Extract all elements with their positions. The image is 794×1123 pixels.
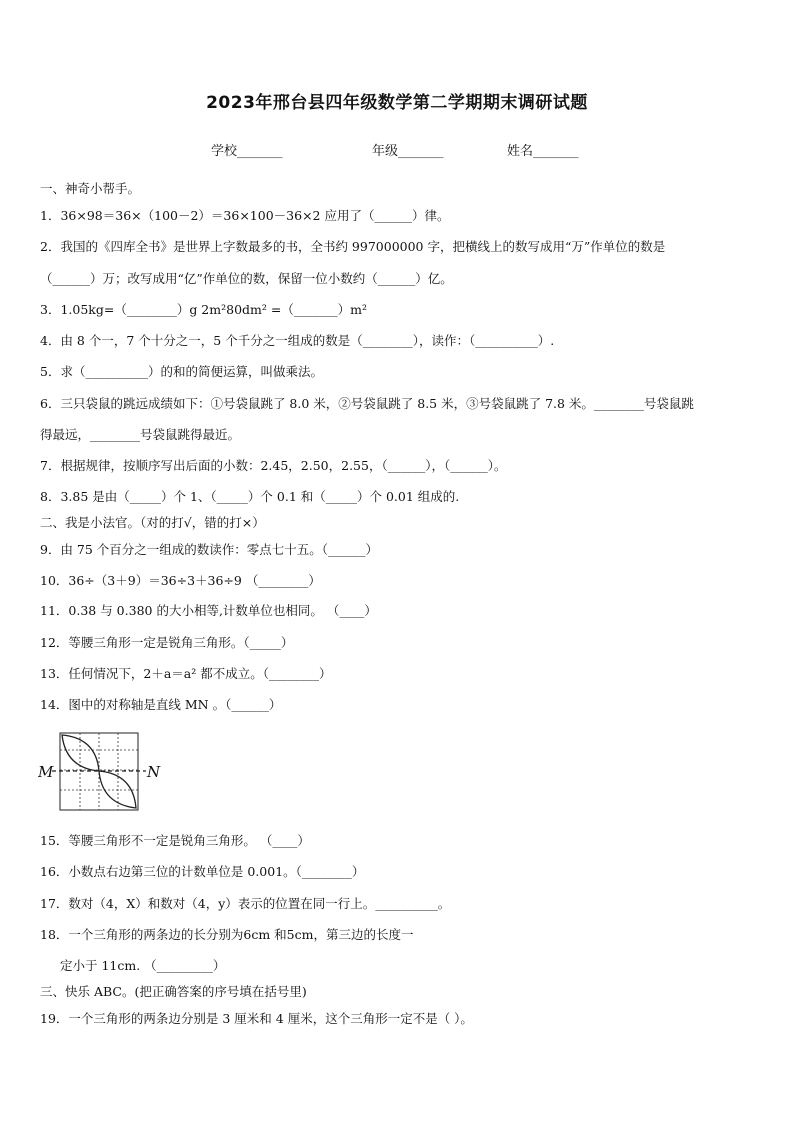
grade-field: 年级_______ bbox=[372, 144, 444, 159]
symmetry-figure bbox=[38, 730, 168, 814]
question-19: 19．一个三角形的两条边分别是 3 厘米和 4 厘米，这个三角形一定不是（ ）。 bbox=[40, 1011, 473, 1026]
question-16: 16．小数点右边第三位的计数单位是 0.001。（________） bbox=[40, 864, 365, 879]
question-5: 5．求（__________）的和的简便运算，叫做乘法。 bbox=[40, 364, 323, 379]
question-2-line-1: 2．我国的《四库全书》是世界上字数最多的书，全书约 997000000 字，把横线上的数写成用“万”作单位的数是 bbox=[40, 239, 666, 254]
question-9: 9．由 75 个百分之一组成的数读作：零点七十五。（______） bbox=[40, 542, 379, 557]
question-6-line-2: 得最远，________号袋鼠跳得最近。 bbox=[40, 427, 241, 442]
school-field: 学校_______ bbox=[211, 144, 283, 159]
label-n: N bbox=[147, 763, 161, 781]
section-1-heading: 一、神奇小帮手。 bbox=[40, 181, 141, 196]
question-8: 8．3.85 是由（_____）个 1、（_____）个 0.1 和（_____）个 0.01 组成的. bbox=[40, 489, 460, 504]
question-12: 12．等腰三角形一定是锐角三角形。（_____） bbox=[40, 635, 294, 650]
section-3-heading: 三、快乐 ABC。(把正确答案的序号填在括号里) bbox=[40, 984, 307, 999]
question-18-line-1: 18．一个三角形的两条边的长分别为6cm 和5cm，第三边的长度一 bbox=[40, 927, 414, 942]
question-11: 11．0.38 与 0.380 的大小相等,计数单位也相同。 （____） bbox=[40, 603, 377, 618]
question-17: 17．数对（4，X）和数对（4，y）表示的位置在同一行上。__________。 bbox=[40, 896, 451, 911]
label-m: M bbox=[38, 763, 54, 781]
question-15: 15．等腰三角形不一定是锐角三角形。 （____） bbox=[40, 833, 310, 848]
question-10: 10．36÷（3＋9）＝36÷3＋36÷9 （________） bbox=[40, 573, 321, 588]
question-13: 13．任何情况下，2＋a＝a² 都不成立。（________） bbox=[40, 666, 332, 681]
question-18-line-2: 定小于 11cm. （_________） bbox=[60, 958, 226, 973]
question-4: 4．由 8 个一，7 个十分之一，5 个千分之一组成的数是（________），读作：（__________）. bbox=[40, 333, 555, 348]
page-title: 2023年邢台县四年级数学第二学期期末调研试题 bbox=[206, 93, 588, 113]
question-2-line-2: （______）万；改写成用“亿”作单位的数，保留一位小数约（______）亿。 bbox=[40, 271, 453, 286]
question-7: 7．根据规律，按顺序写出后面的小数：2.45，2.50，2.55，（______），（______）。 bbox=[40, 458, 507, 473]
name-field: 姓名_______ bbox=[507, 144, 579, 159]
question-1: 1．36×98＝36×（100－2）＝36×100－36×2 应用了（______）律。 bbox=[40, 208, 450, 223]
section-2-heading: 二、我是小法官。（对的打√，错的打×） bbox=[40, 515, 265, 530]
question-3: 3．1.05kg=（________）g 2m²80dm² =（_______）m² bbox=[40, 302, 367, 317]
question-6-line-1: 6．三只袋鼠的跳远成绩如下：①号袋鼠跳了 8.0 米，②号袋鼠跳了 8.5 米，③号袋鼠跳了 7.8 米。________号袋鼠跳 bbox=[40, 396, 694, 411]
question-14: 14．图中的对称轴是直线 MN 。（______） bbox=[40, 697, 282, 712]
